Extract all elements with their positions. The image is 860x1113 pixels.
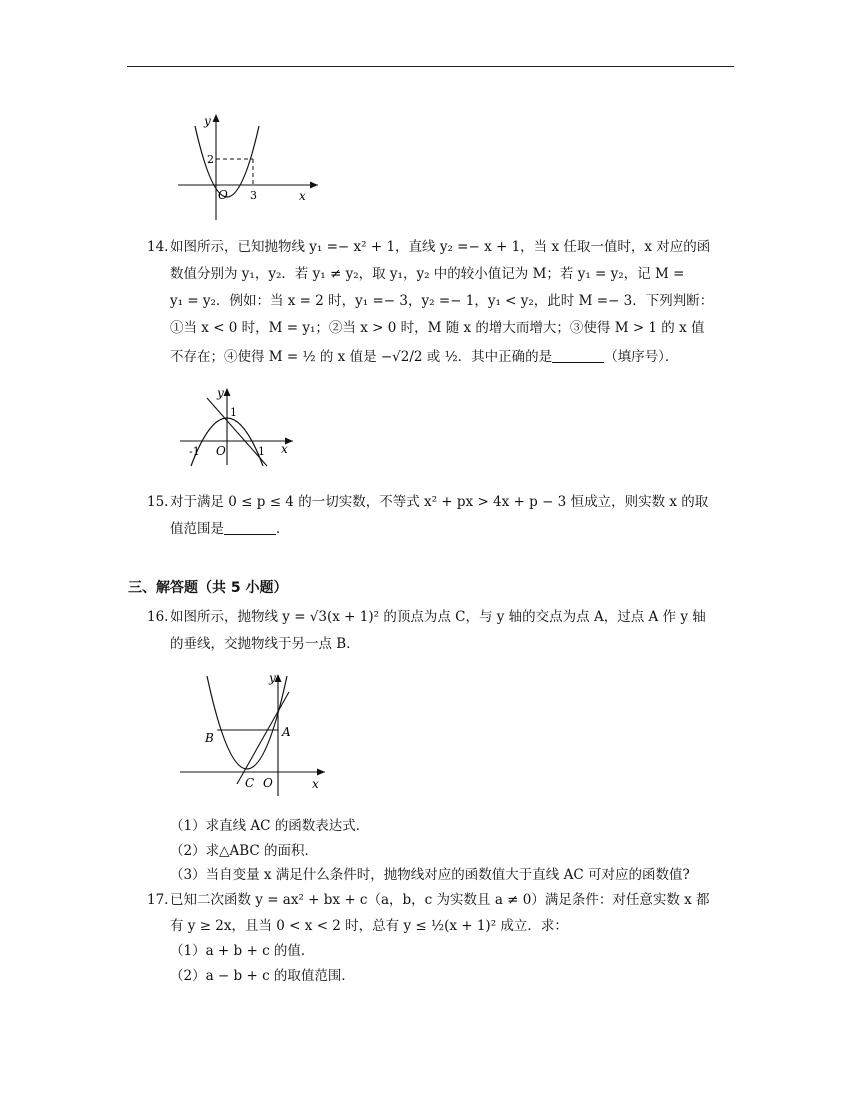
q17-number: 17. [147,892,169,908]
figure-parabola-q13 [170,108,330,223]
x-label: x [299,189,306,203]
origin-label: O [263,776,273,790]
x-label: x [312,777,319,791]
q15-line1: 对于满足 0 ≤ p ≤ 4 的一切实数，不等式 x² + px > 4x + p − 3 恒成立，则实数 x 的取 [170,494,709,510]
section-title: 三、解答题（共 5 小题） [128,580,288,596]
q14-line2: 数值分别为 y₁，y₂．若 y₁ ≠ y₂，取 y₁，y₂ 中的较小值记为 M；若 y₁ = y₂，记 M = [170,266,685,282]
tick-1-x-label: 1 [258,445,265,458]
q17-line1: 已知二次函数 y = ax² + bx + c（a，b，c 为实数且 a ≠ 0）满足条件：对任意实数 x 都 [170,892,710,908]
header-rule [127,66,734,67]
q16-number: 16. [147,609,169,625]
figure-parabola-triangle-q16 [175,668,335,798]
parabola-curve [207,676,287,769]
x-label: x [281,442,288,456]
origin-label: O [216,444,226,458]
origin-label: O [218,188,228,202]
q14-line4: ①当 x < 0 时，M = y₁；②当 x > 0 时，M 随 x 的增大而增大；③使得 M > 1 的 x 值 [170,320,705,336]
q17-sub2: （2）a − b + c 的取值范围． [170,968,355,984]
figure-parabola-line-q14 [175,382,300,467]
y-axis-arrow [224,388,231,396]
y-axis-arrow [213,114,220,122]
q16-line1: 如图所示，抛物线 y = √3(x + 1)² 的顶点为点 C，与 y 轴的交点为点 A，过点 A 作 y 轴 [170,609,706,625]
q15-line2-text: 值范围是 [170,521,224,537]
tick-neg1-label: -1 [189,445,200,458]
tick-2-label: 2 [207,153,214,166]
q14-line1: 如图所示，已知抛物线 y₁ =− x² + 1，直线 y₂ =− x + 1，当 x 任取一值时，x 对应的函 [170,239,711,255]
q15-number: 15. [147,494,169,510]
q15-line2 [170,516,290,542]
q14-answer-blank[interactable] [552,348,604,363]
point-c-label: C [245,776,255,790]
q16-sub2: （2）求△ABC 的面积． [170,843,319,859]
q15-answer-blank[interactable] [224,520,276,535]
q17-line2: 有 y ≥ 2x，且当 0 < x < 2 时，总有 y ≤ ½(x + 1)² 成立．求： [170,918,568,934]
tick-3-label: 3 [250,189,257,202]
y-label: y [204,114,211,128]
q14-line3: y₁ = y₂．例如：当 x = 2 时，y₁ =− 3，y₂ =− 1，y₁ < y₂，此时 M =− 3．下列判断： [170,293,714,309]
q17-sub1: （1）a + b + c 的值． [170,943,315,959]
q14-number: 14. [147,239,169,255]
y-label: y [269,671,276,685]
parabola-curve [195,126,259,197]
tick-1-y-label: 1 [230,406,237,419]
q14-line5-text: 不存在；④使得 M = ½ 的 x 值是 −√2/2 或 ½．其中正确的是 [170,349,553,365]
q14-line5-end: （填序号）． [604,349,679,365]
x-axis-arrow [317,769,325,776]
q16-sub1: （1）求直线 AC 的函数表达式． [170,818,370,834]
x-axis-arrow [310,182,318,189]
q15-line2-end: ． [276,521,290,537]
point-a-label: A [282,725,291,739]
q14-line5 [170,344,678,370]
q16-sub3: （3）当自变量 x 满足什么条件时，抛物线对应的函数值大于直线 AC 可对应的函数值? [170,867,690,883]
y-label: y [217,386,224,400]
point-b-label: B [205,731,214,745]
q16-line2: 的垂线，交抛物线于另一点 B． [170,636,360,652]
